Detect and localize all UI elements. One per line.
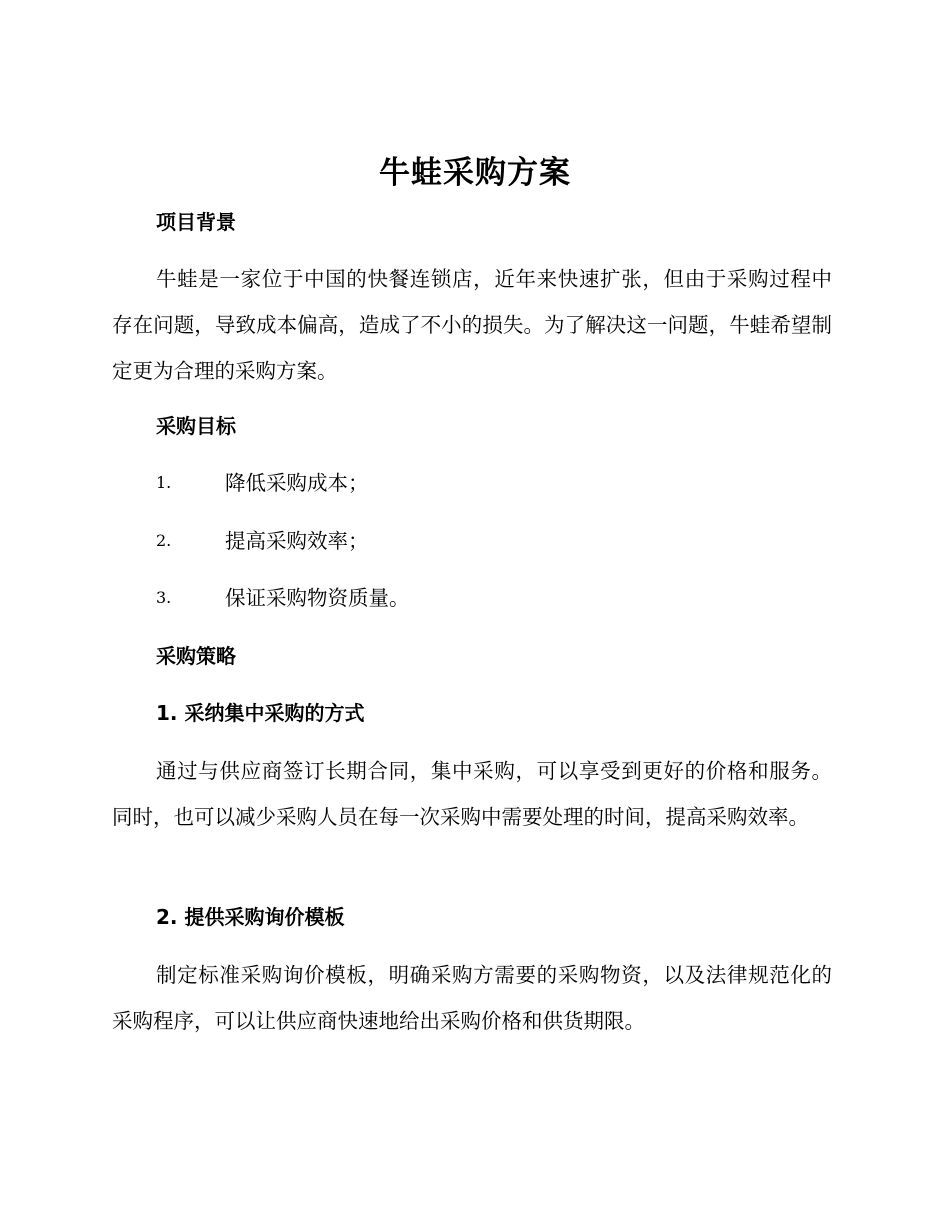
list-number: 1. — [156, 473, 172, 492]
section-heading-goals: 采购目标 — [156, 414, 236, 438]
section-heading-strategy: 采购策略 — [156, 644, 236, 668]
list-number: 3. — [156, 588, 172, 607]
list-text: 保证采购物资质量。 — [225, 586, 410, 610]
section-heading-background: 项目背景 — [156, 210, 236, 234]
strategy-paragraph-1: 通过与供应商签订长期合同，集中采购，可以享受到更好的价格和服务。同时，也可以减少采购人员在每一次采购中需要处理的时间，提高采购效率。 — [112, 759, 832, 829]
list-text: 降低采购成本； — [225, 471, 369, 495]
strategy-subheading-1: 1. 采纳集中采购的方式 — [156, 701, 365, 725]
list-text: 提高采购效率； — [225, 529, 369, 553]
list-number: 2. — [156, 531, 172, 550]
document-title: 牛蛙采购方案 — [379, 155, 571, 191]
background-paragraph: 牛蛙是一家位于中国的快餐连锁店，近年来快速扩张，但由于采购过程中存在问题，导致成本偏高，造成了不小的损失。为了解决这一问题，牛蛙希望制定更为合理的采购方案。 — [112, 267, 832, 383]
strategy-subheading-2: 2. 提供采购询价模板 — [156, 905, 345, 929]
strategy-paragraph-2: 制定标准采购询价模板，明确采购方需要的采购物资，以及法律规范化的采购程序，可以让供应商快速地给出采购价格和供货期限。 — [112, 963, 832, 1033]
